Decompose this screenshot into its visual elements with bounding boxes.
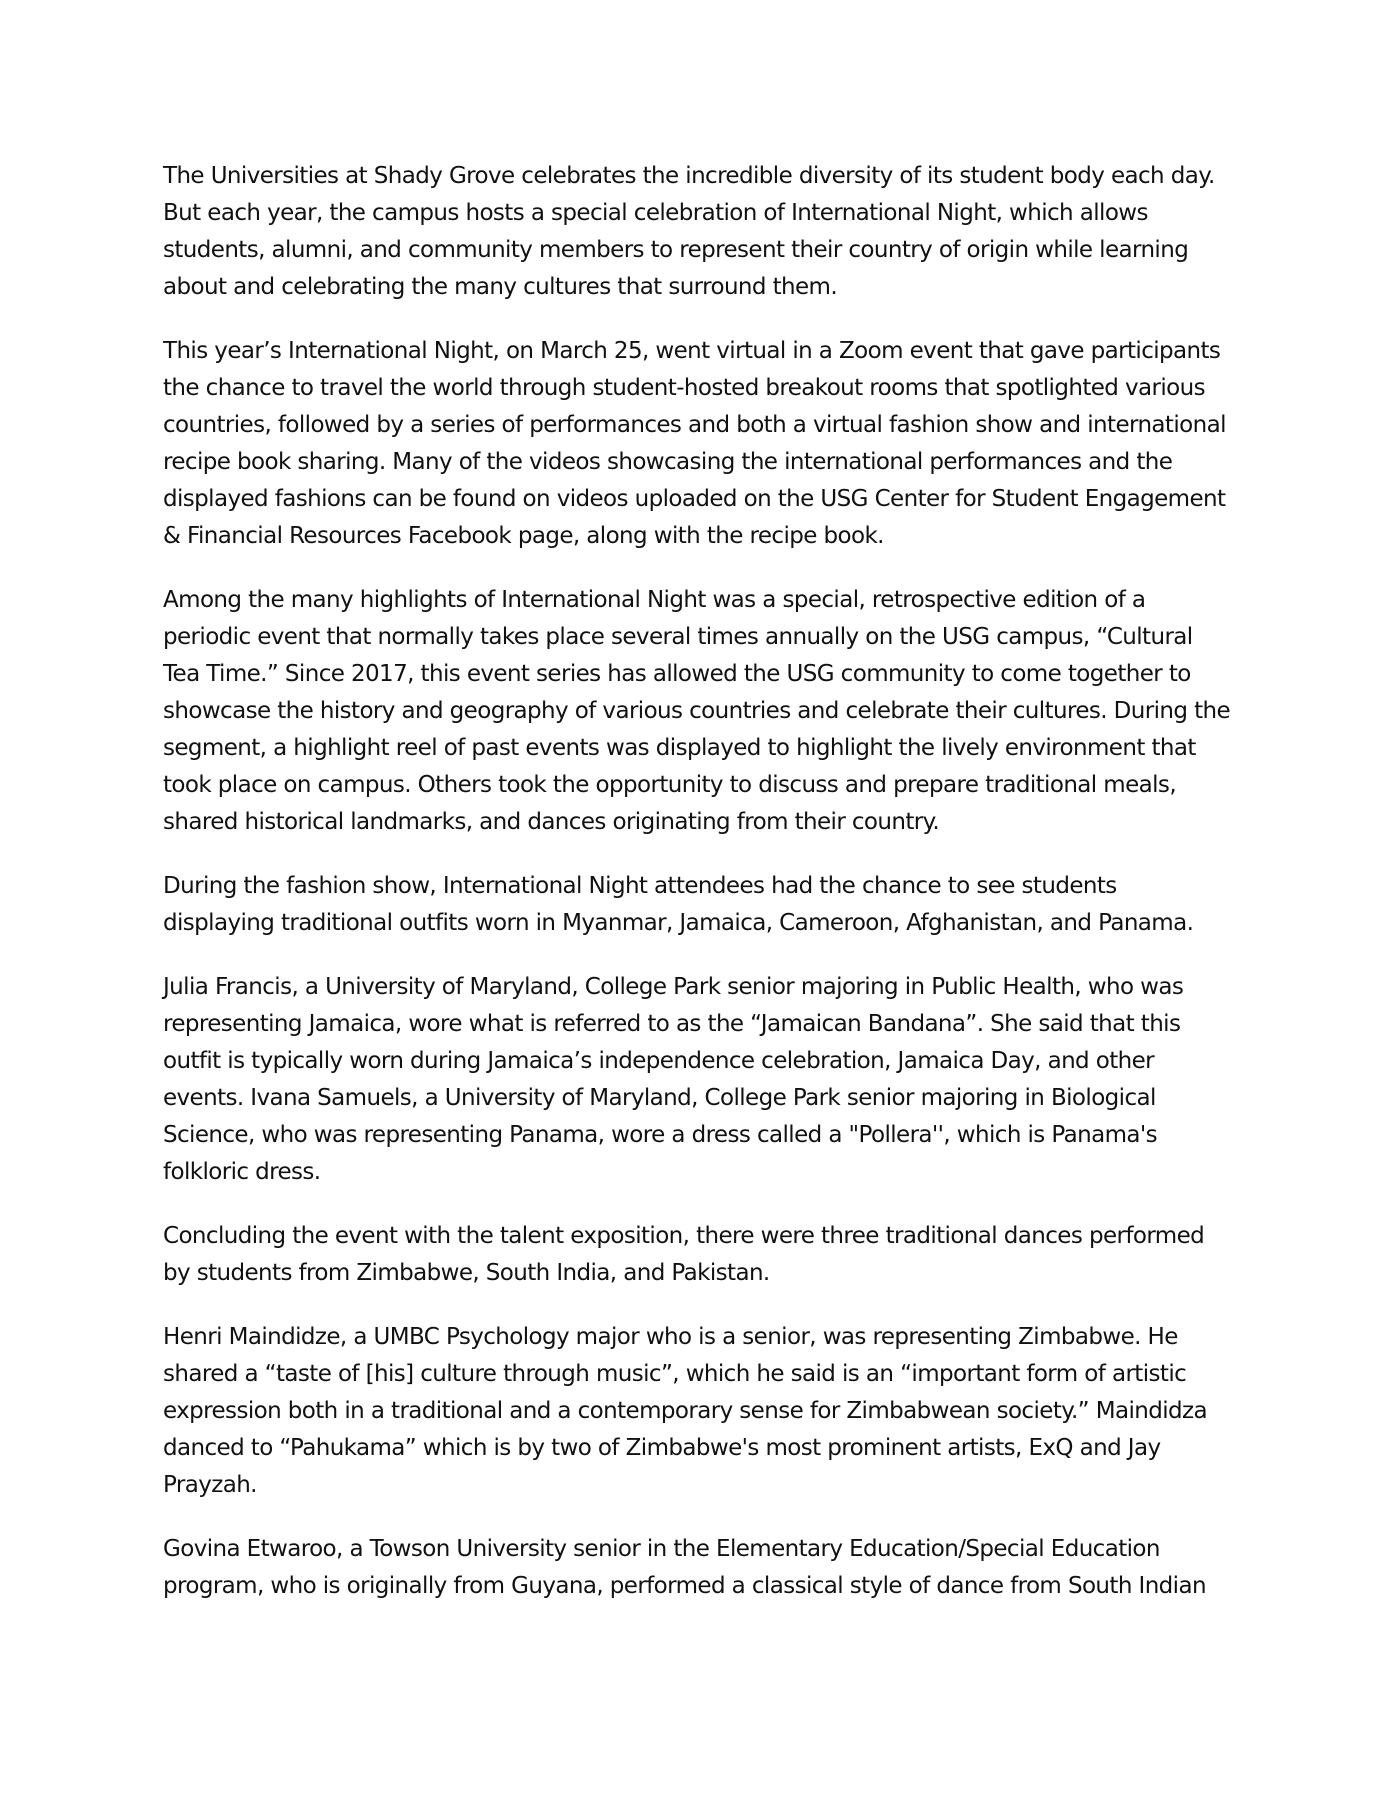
paragraph-fashion-show: During the fashion show, International Night attendees had the chance to see students displaying traditional outfits worn in Myanmar, Jamaica, Cameroon, Afghanistan, and Panama.	[163, 873, 1194, 936]
paragraph-zimbabwe: Henri Maindidze, a UMBC Psychology major who is a senior, was representing Zimbabwe. He shared a “taste of [his] culture through music”, which he said is an “important form of artistic expression both in a traditional and a contemporary sense for Zimbabwean society.” Maindidza danced to “Pahukama” which is by two of Zimbabwe's most prominent artists, ExQ and Jay Prayzah.	[163, 1324, 1207, 1498]
paragraph-outfits: Julia Francis, a University of Maryland, College Park senior majoring in Public Health, who was representing Jamaica, wore what is referred to as the “Jamaican Bandana”. She said that this outfit is typically worn during Jamaica’s independence celebration, Jamaica Day, and other events. Ivana Samuels, a University of Maryland, College Park senior majoring in Biological Science, who was representing Panama, wore a dress called a "Pollera'', which is Panama's folkloric dress.	[163, 974, 1184, 1185]
article-body	[163, 158, 1233, 1632]
paragraph-virtual-event: This year’s International Night, on March 25, went virtual in a Zoom event that gave participants the chance to travel the world through student-hosted breakout rooms that spotlighted various countries, followed by a series of performances and both a virtual fashion show and international recipe book sharing. Many of the videos showcasing the international performances and the displayed fashions can be found on videos uploaded on the USG Center for Student Engagement & Financial Resources Facebook page, along with the recipe book.	[163, 338, 1226, 549]
paragraph-south-indian-dance: Govina Etwaroo, a Towson University senior in the Elementary Education/Special Education program, who is originally from Guyana, performed a classical style of dance from South Indian	[163, 1536, 1206, 1599]
paragraph-cultural-tea-time: Among the many highlights of International Night was a special, retrospective edition of a periodic event that normally takes place several times annually on the USG campus, “Cultural Tea Time.” Since 2017, this event series has allowed the USG community to come together to showcase the history and geography of various countries and celebrate their cultures. During the segment, a highlight reel of past events was displayed to highlight the lively environment that took place on campus. Others took the opportunity to discuss and prepare traditional meals, shared historical landmarks, and dances originating from their country.	[163, 587, 1231, 835]
paragraph-talent-exposition: Concluding the event with the talent exposition, there were three traditional dances performed by students from Zimbabwe, South India, and Pakistan.	[163, 1223, 1205, 1286]
paragraph-intro: The Universities at Shady Grove celebrates the incredible diversity of its student body each day. But each year, the campus hosts a special celebration of International Night, which allows students, alumni, and community members to represent their country of origin while learning about and celebrating the many cultures that surround them.	[163, 163, 1215, 300]
